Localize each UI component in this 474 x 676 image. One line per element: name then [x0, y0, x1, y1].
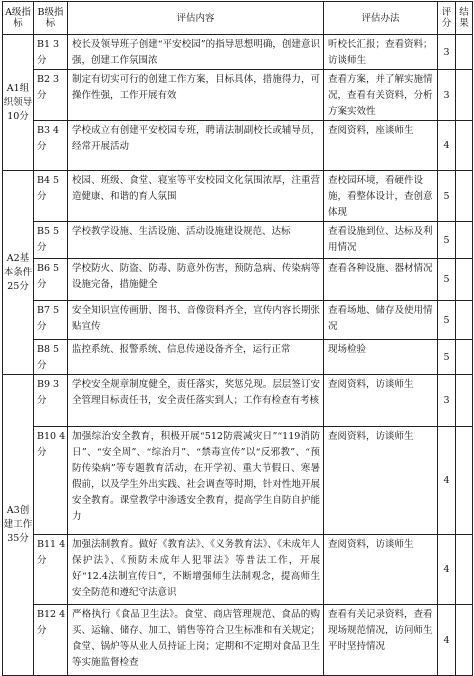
- result-cell: [456, 222, 473, 259]
- table-row: [3, 222, 473, 259]
- table-row: [3, 427, 473, 535]
- content-cell: 校园、班级、食堂、寝室等平安校园文化氛围浓厚，注重营造健康、和谐的育人氛围: [68, 171, 324, 222]
- table-row: [3, 70, 473, 121]
- result-cell: [456, 301, 473, 340]
- b-level-cell: B2 3分: [34, 70, 68, 121]
- score-cell: 4: [438, 605, 456, 676]
- method-cell: 查看场地、储存及使用情况: [324, 301, 438, 340]
- method-cell: 查看方案，并了解实施情况，查看有关资料，分析方案实效性: [324, 70, 438, 121]
- table-row: [3, 340, 473, 375]
- table-row: [3, 171, 473, 222]
- header-a-level: A级指标: [3, 2, 34, 35]
- result-cell: [456, 375, 473, 427]
- header-b-level: B级指标: [34, 2, 68, 35]
- method-cell: 查看设施到位、达标及利用情况: [324, 222, 438, 259]
- content-cell: 学校防火、防盗、防毒、防意外伤害，预防急病、传染病等设施完备，措施健全: [68, 259, 324, 301]
- b-level-cell: B3 4分: [34, 121, 68, 171]
- result-cell: [456, 535, 473, 605]
- a-level-cell: A2基本条件25分: [3, 171, 34, 375]
- score-cell: 4: [438, 121, 456, 171]
- content-cell: 学校教学设施、生活设施、活动设施建设规范、达标: [68, 222, 324, 259]
- method-cell: 查阅资料，访谈师生: [324, 427, 438, 535]
- score-cell: 5: [438, 222, 456, 259]
- content-cell: 制定有切实可行的创建工作方案，目标具体，措施得力，可操作性强，工作开展有效: [68, 70, 324, 121]
- content-cell: 加强综治安全教育，积极开展“512防震减灾日”“119消防日”、“安全周”、“综治月”、“禁毒宣传”以“反邪教”、“预防传染病”等专题教育活动，在开学初、重大节假日、寒暑假前，以及学生外出实践、社会调查等时期，针对性地开展安全教育。课堂教学中渗透安全教育，提高学生自防自护能力: [68, 427, 324, 535]
- content-cell: 监控系统、报警系统、信息传递设备齐全，运行正常: [68, 340, 324, 375]
- method-cell: 查看各种设施、器材情况: [324, 259, 438, 301]
- table-row: [3, 259, 473, 301]
- b-level-cell: B5 5分: [34, 222, 68, 259]
- a-level-cell: A1组织领导10分: [3, 35, 34, 171]
- b-level-cell: B6 5分: [34, 259, 68, 301]
- method-cell: 听校长汇报；查看资料；访谈师生: [324, 35, 438, 70]
- content-cell: 学校成立有创建平安校园专班，聘请法制副校长或辅导员，经常开展活动: [68, 121, 324, 171]
- table-row: [3, 121, 473, 171]
- evaluation-table: [2, 1, 473, 676]
- content-cell: 严格执行《食品卫生法》。食堂、商店管理规范、食品的购买、运输、储存、加工、销售等符合卫生标准和有关规定；食堂、锅炉等从业人员持证上岗；定期和不定期对食品卫生等实施监督检查: [68, 605, 324, 676]
- table-row: [3, 535, 473, 605]
- result-cell: [456, 259, 473, 301]
- result-cell: [456, 340, 473, 375]
- method-cell: 查阅资料，访谈师生: [324, 375, 438, 427]
- header-content: 评估内容: [68, 2, 324, 35]
- method-cell: 查阅资料，座谈师生: [324, 121, 438, 171]
- method-cell: 现场检验: [324, 340, 438, 375]
- score-cell: 5: [438, 259, 456, 301]
- header-method: 评估办法: [324, 2, 438, 35]
- header-result: 结果: [456, 2, 473, 35]
- table-row: [3, 301, 473, 340]
- score-cell: 3: [438, 375, 456, 427]
- score-cell: 4: [438, 535, 456, 605]
- score-cell: 3: [438, 35, 456, 70]
- b-level-cell: B10 4分: [34, 427, 68, 535]
- result-cell: [456, 427, 473, 535]
- b-level-cell: B11 4分: [34, 535, 68, 605]
- score-cell: 5: [438, 171, 456, 222]
- table-row: [3, 605, 473, 676]
- method-cell: 查校园环境，看硬件设施，看整体设计，查创意体现: [324, 171, 438, 222]
- table-row: [3, 35, 473, 70]
- result-cell: [456, 171, 473, 222]
- content-cell: 安全知识宣传画册、图书、音像资料齐全，宣传内容长期张贴宣传: [68, 301, 324, 340]
- b-level-cell: B9 3分: [34, 375, 68, 427]
- score-cell: 3: [438, 70, 456, 121]
- method-cell: 查看有关记录资料，查看现场规范情况，访问师生平时坚持情况: [324, 605, 438, 676]
- method-cell: 查阅资料，访谈师生: [324, 535, 438, 605]
- b-level-cell: B1 3分: [34, 35, 68, 70]
- b-level-cell: B8 5分: [34, 340, 68, 375]
- result-cell: [456, 605, 473, 676]
- content-cell: 加强法制教育。做好《教育法》、《义务教育法》、《未成年人保护法》、《预防未成年人犯罪法》等普法工作，开展好“12.4法制宣传日”，不断增强师生法制观念，提高师生安全防范和遵纪守法意识: [68, 535, 324, 605]
- b-level-cell: B12 4分: [34, 605, 68, 676]
- result-cell: [456, 121, 473, 171]
- score-cell: 4: [438, 427, 456, 535]
- result-cell: [456, 35, 473, 70]
- score-cell: 5: [438, 301, 456, 340]
- content-cell: 学校安全规章制度健全，责任落实，奖惩兑现。层层签订安全管理目标责任书，安全责任落实到人；工作有检查有考核: [68, 375, 324, 427]
- header-score: 评分: [438, 2, 456, 35]
- b-level-cell: B7 5分: [34, 301, 68, 340]
- b-level-cell: B4 5分: [34, 171, 68, 222]
- a-level-cell: A3创建工作35分: [3, 375, 34, 676]
- result-cell: [456, 70, 473, 121]
- score-cell: 5: [438, 340, 456, 375]
- content-cell: 校长及领导班子创建“平安校园”的指导思想明确，创建意识强，创建工作氛围浓: [68, 35, 324, 70]
- table-header-row: [3, 2, 473, 35]
- table-row: [3, 375, 473, 427]
